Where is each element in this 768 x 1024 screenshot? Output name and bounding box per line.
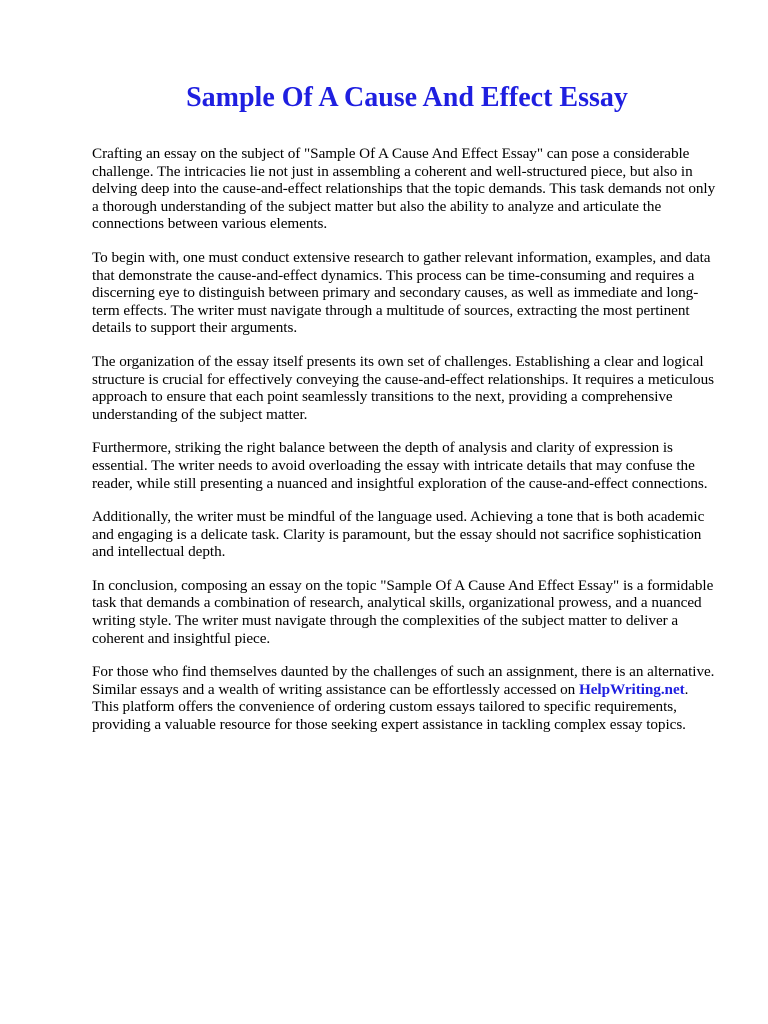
paragraph-7 xyxy=(92,663,716,733)
page-title: Sample Of A Cause And Effect Essay xyxy=(186,82,628,113)
helpwriting-link[interactable]: HelpWriting.net xyxy=(578,680,685,698)
paragraph-7-intro: For those who find themselves daunted by the challenges of such an assignment, there is an alternative. Similar essays and a wealth of writing assistance can be effortlessly accessed on xyxy=(92,663,715,698)
paragraph-7-rest: . This platform offers the convenience of ordering custom essays tailored to specific requirements, providing a valuable resource for those seeking expert assistance in tackling complex essay topics. xyxy=(92,680,689,734)
essay-body xyxy=(92,145,716,734)
paragraph-6: In conclusion, composing an essay on the topic "Sample Of A Cause And Effect Essay" is a formidable task that demands a combination of research, analytical skills, organizational prowess, and a nuanced writing style. The writer must navigate through the complexities of the subject matter to deliver a coherent and insightful piece. xyxy=(92,576,714,647)
paragraph-1: Crafting an essay on the subject of "Sample Of A Cause And Effect Essay" can pose a considerable challenge. The intricacies lie not just in assembling a coherent and well-structured piece, but also in delving deep into the cause-and-effect relationships that the topic demands. This task demands not only a thorough understanding of the subject matter but also the ability to analyze and articulate the connections between various elements. xyxy=(92,145,716,233)
paragraph-2: To begin with, one must conduct extensive research to gather relevant information, examples, and data that demonstrate the cause-and-effect dynamics. This process can be time-consuming and requires a discerning eye to distinguish between primary and secondary causes, as well as immediate and long-term effects. The writer must navigate through a multitude of sources, extracting the most pertinent details to support their arguments. xyxy=(92,248,711,337)
paragraph-3: The organization of the essay itself presents its own set of challenges. Establishing a clear and logical structure is crucial for effectively conveying the cause-and-effect relationships. It requires a meticulous approach to ensure that each point seamlessly transitions to the next, providing a comprehensive understanding of the subject matter. xyxy=(92,352,715,423)
paragraph-5: Additionally, the writer must be mindful of the language used. Achieving a tone that is both academic and engaging is a delicate task. Clarity is paramount, but the essay should not sacrifice sophistication and intellectual depth. xyxy=(92,508,705,561)
paragraph-4: Furthermore, striking the right balance between the depth of analysis and clarity of expression is essential. The writer needs to avoid overloading the essay with intricate details that may confuse the reader, while still presenting a nuanced and insightful exploration of the cause-and-effect connections. xyxy=(92,439,708,492)
